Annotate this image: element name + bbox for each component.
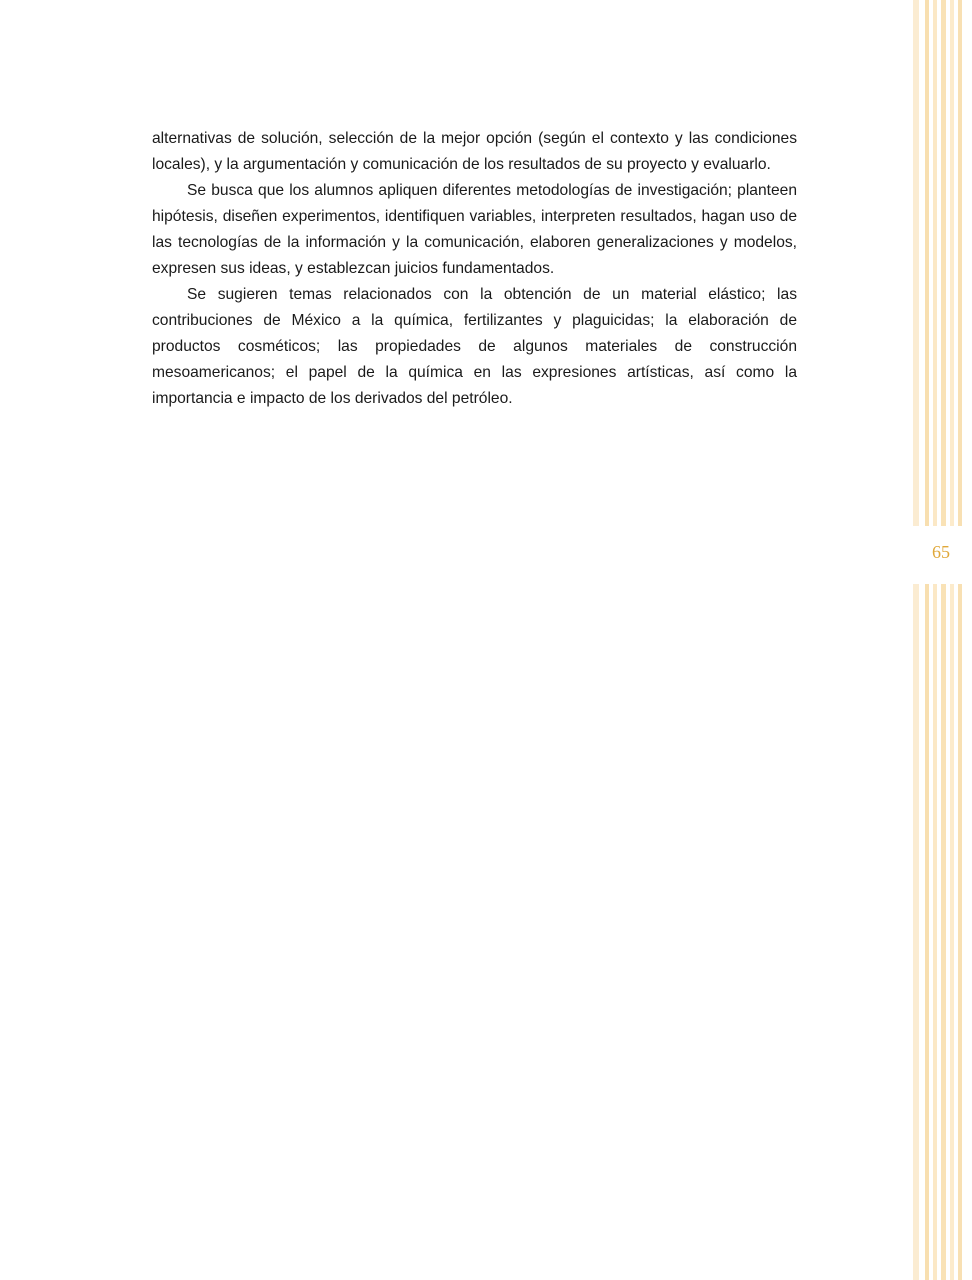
paragraph-1: alternativas de solución, selección de la mejor opción (según el contexto y las condiciones locales), y la argumentación y comunicación de los resultados de su proyecto y evaluarlo. <box>152 130 797 173</box>
margin-stripe <box>933 0 937 1280</box>
decorative-margin-stripes <box>913 0 972 1280</box>
paragraph-2: Se busca que los alumnos apliquen diferentes metodologías de investigación; planteen hipótesis, diseñen experimentos, identifiquen variables, interpreten resultados, hagan uso de las tecnologías de la información y la comunicación, elaboren generalizaciones y modelos, expresen sus ideas, y establezcan juicios fundamentados. <box>152 182 797 277</box>
margin-stripe <box>913 0 919 1280</box>
margin-stripe <box>941 0 946 1280</box>
body-text <box>152 126 797 412</box>
paragraph-3: Se sugieren temas relacionados con la obtención de un material elástico; las contribuciones de México a la química, fertilizantes y plaguicidas; la elaboración de productos cosméticos; las propiedades de algunos materiales de construcción mesoamericanos; el papel de la química en las expresiones artísticas, así como la importancia e impacto de los derivados del petróleo. <box>152 286 797 407</box>
margin-stripe <box>925 0 929 1280</box>
page-number: 65 <box>932 542 950 562</box>
margin-stripe <box>958 0 962 1280</box>
margin-stripe <box>950 0 954 1280</box>
